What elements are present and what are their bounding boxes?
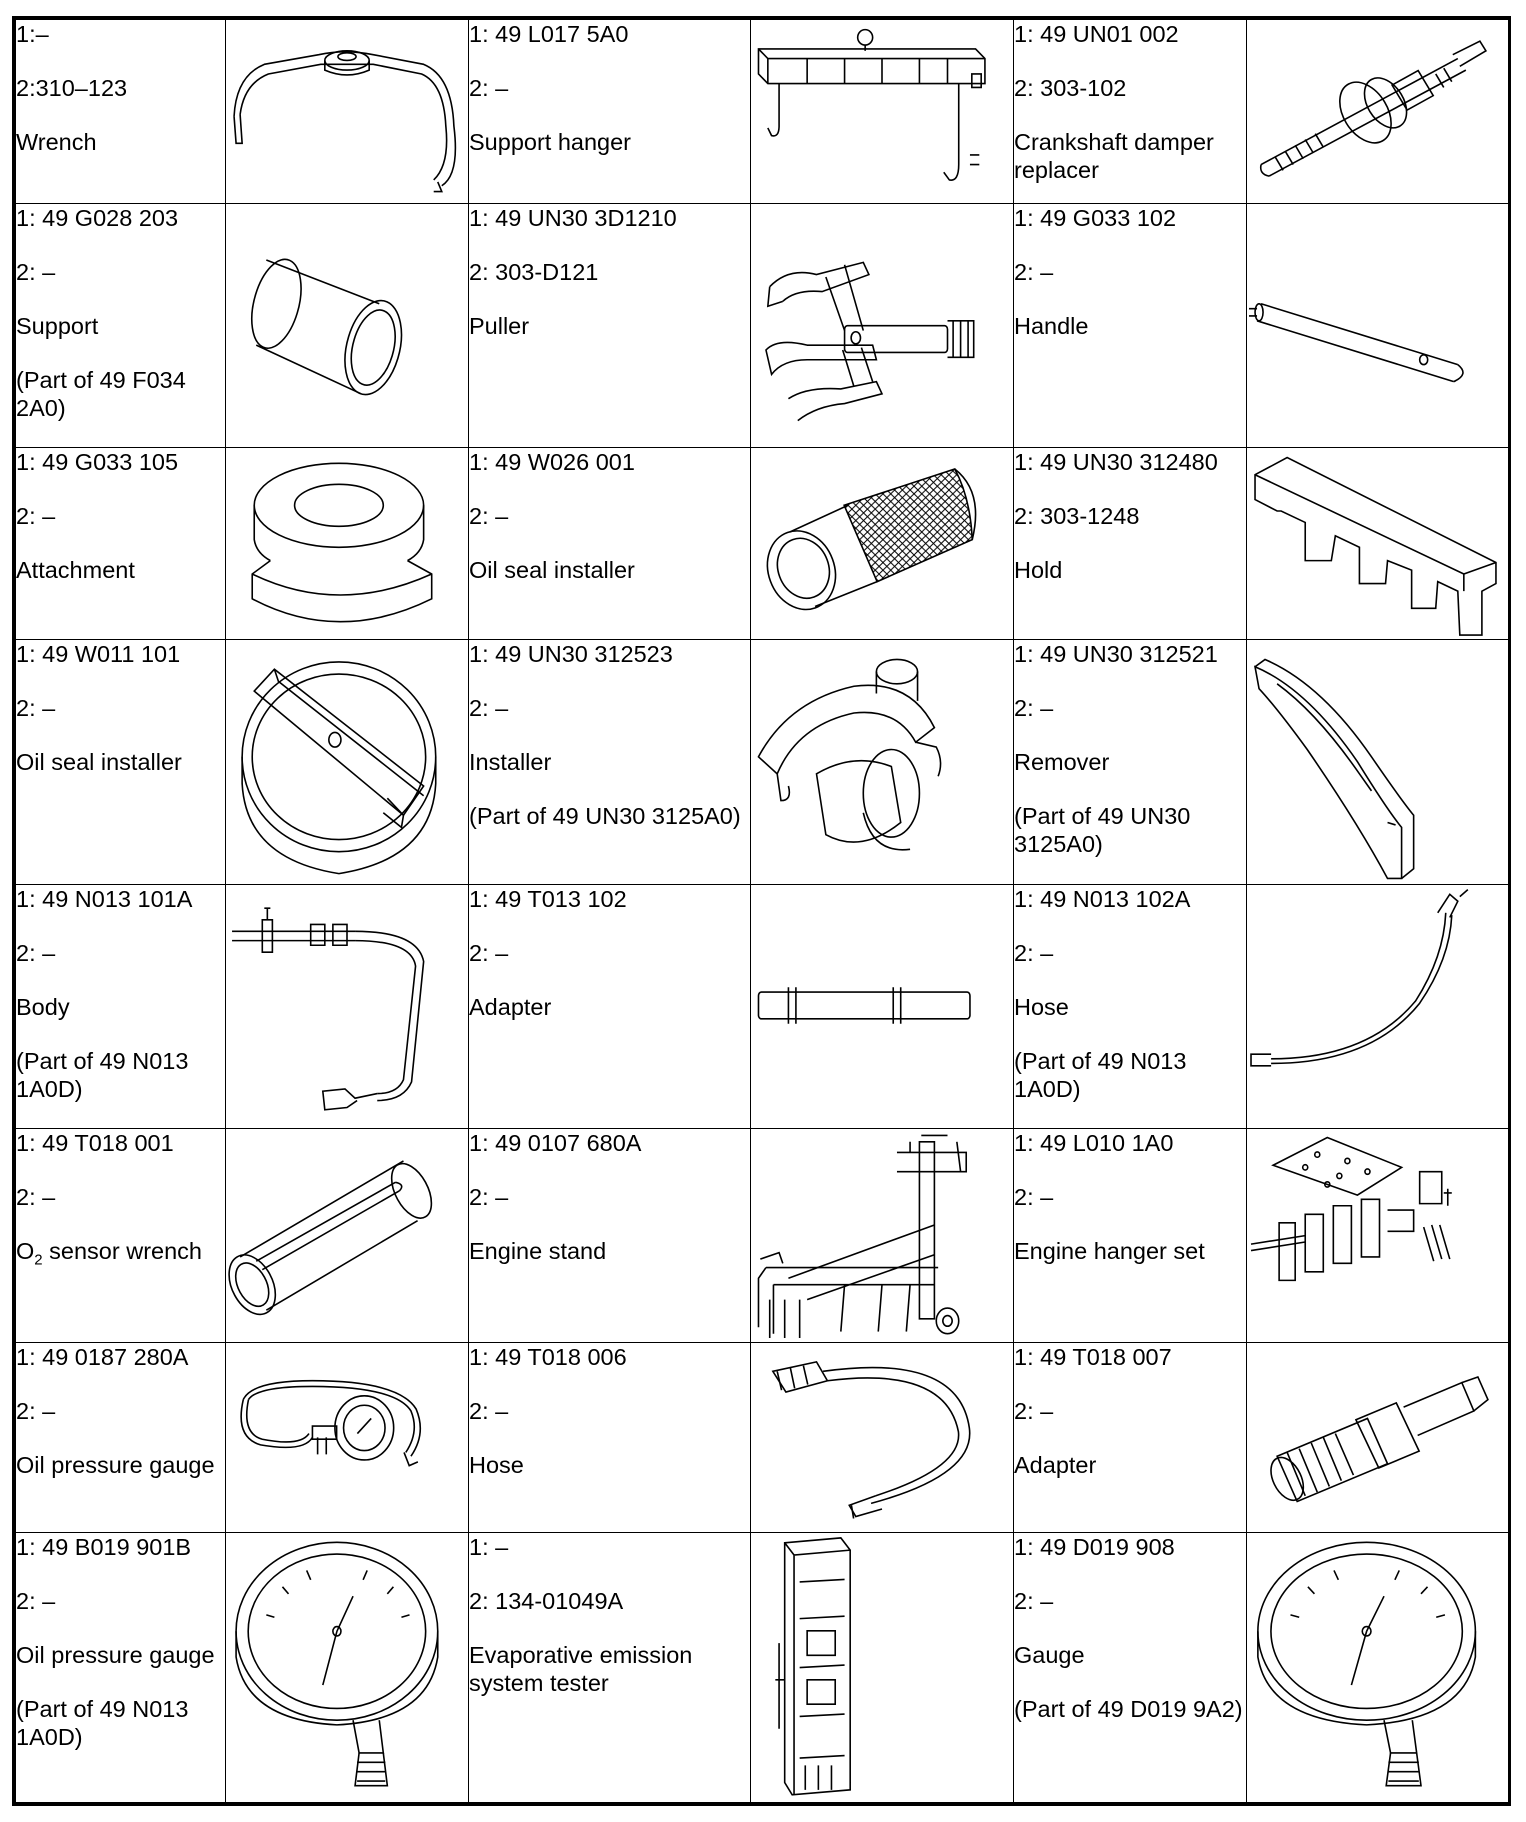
tool-alt-number: 2: – xyxy=(16,1184,56,1211)
tool-info-cell xyxy=(1014,204,1247,448)
support-sleeve-icon xyxy=(226,204,468,447)
threaded-adapter-icon xyxy=(1247,1343,1508,1532)
tool-illustration-cell xyxy=(1247,1129,1509,1343)
adapter-rod-icon xyxy=(751,885,1013,1128)
tool-alt-number: 2: 303-102 xyxy=(1014,75,1127,101)
tool-info-cell xyxy=(16,884,226,1128)
tool-note: (Part of 49 D019 9A2) xyxy=(1014,1695,1243,1722)
tool-illustration-cell xyxy=(751,640,1014,884)
tool-illustration-cell xyxy=(1247,640,1509,884)
tool-name: Hose xyxy=(469,1452,524,1479)
tool-alt-number: 2: – xyxy=(1014,259,1054,286)
tool-info-cell xyxy=(1014,448,1247,640)
tool-alt-number: 2: 134-01049A xyxy=(469,1587,624,1614)
tool-part-number: 1: 49 G033 105 xyxy=(16,449,179,476)
tool-alt-number: 2: – xyxy=(469,695,509,722)
engine-hanger-set-icon xyxy=(1247,1129,1508,1342)
tool-name: Oil pressure gauge xyxy=(16,1452,215,1479)
tool-table-sheet xyxy=(12,16,1511,1806)
tool-part-number: 1:– xyxy=(16,21,49,47)
tool-part-number: 1: 49 UN30 3D1210 xyxy=(469,205,677,232)
tool-alt-number: 2: – xyxy=(16,259,56,286)
tool-info-cell xyxy=(469,640,751,884)
attachment-icon xyxy=(226,448,468,639)
tool-alt-number: 2: – xyxy=(16,695,56,722)
tool-alt-number: 2: 303-D121 xyxy=(469,259,599,286)
o2-sensor-wrench-icon xyxy=(226,1129,468,1342)
tool-alt-number: 2: – xyxy=(1014,1398,1054,1425)
tool-illustration-cell xyxy=(226,20,469,204)
engine-stand-icon xyxy=(751,1129,1013,1342)
tool-info-cell xyxy=(16,204,226,448)
tool-illustration-cell xyxy=(226,1532,469,1802)
tool-alt-number: 2: – xyxy=(16,503,56,530)
tool-part-number: 1: 49 B019 901B xyxy=(16,1533,192,1560)
tool-part-number: 1: 49 G033 102 xyxy=(1014,205,1177,232)
tool-alt-number: 2: – xyxy=(1014,695,1054,722)
tool-note: (Part of 49 N013 1A0D) xyxy=(16,1047,189,1102)
table-row xyxy=(16,640,1509,884)
tool-alt-number: 2: – xyxy=(469,75,509,101)
tool-illustration-cell xyxy=(226,640,469,884)
tool-illustration-cell xyxy=(1247,448,1509,640)
wrench-icon xyxy=(226,20,468,203)
tool-illustration-cell xyxy=(751,1532,1014,1802)
tool-info-cell xyxy=(1014,1129,1247,1343)
tool-illustration-cell xyxy=(751,1343,1014,1533)
tool-name: Crankshaft damper replacer xyxy=(1014,129,1214,183)
tool-illustration-cell xyxy=(226,884,469,1128)
pressure-gauge-icon xyxy=(1247,1533,1508,1802)
tool-info-cell xyxy=(1014,884,1247,1128)
tool-alt-number: 2: – xyxy=(1014,939,1054,966)
tool-alt-number: 2: – xyxy=(16,1398,56,1425)
tool-part-number: 1: 49 D019 908 xyxy=(1014,1533,1175,1560)
tool-alt-number: 2: 303-1248 xyxy=(1014,503,1140,530)
tool-part-number: 1: 49 T018 006 xyxy=(469,1344,627,1371)
oil-seal-installer-disc-icon xyxy=(226,640,468,883)
installer-icon xyxy=(751,640,1013,883)
tool-illustration-cell xyxy=(1247,884,1509,1128)
tool-name: Oil seal installer xyxy=(469,557,635,584)
tool-info-cell xyxy=(1014,1532,1247,1802)
tool-info-cell xyxy=(469,1343,751,1533)
tool-part-number: 1: 49 L010 1A0 xyxy=(1014,1130,1174,1157)
tool-note: (Part of 49 N013 1A0D) xyxy=(1014,1047,1187,1102)
handle-icon xyxy=(1247,204,1508,447)
tool-illustration-cell xyxy=(1247,1343,1509,1533)
tool-illustration-cell xyxy=(751,1129,1014,1343)
tool-name: Adapter xyxy=(1014,1452,1097,1479)
tool-illustration-cell xyxy=(226,204,469,448)
tool-part-number: 1: 49 T018 001 xyxy=(16,1130,174,1157)
tool-name: Puller xyxy=(469,313,530,340)
tool-name: Attachment xyxy=(16,557,135,584)
tool-alt-number: 2: – xyxy=(469,503,509,530)
tool-note: (Part of 49 UN30 3125A0) xyxy=(469,803,741,830)
tool-info-cell xyxy=(469,20,751,204)
tool-name: Remover xyxy=(1014,749,1110,776)
tool-note: (Part of 49 UN30 3125A0) xyxy=(1014,803,1191,858)
tool-name: Engine hanger set xyxy=(1014,1238,1205,1265)
tool-part-number: 1: 49 W026 001 xyxy=(469,449,635,476)
table-row xyxy=(16,1532,1509,1802)
hold-plate-icon xyxy=(1247,448,1508,639)
tool-info-cell xyxy=(16,448,226,640)
hose-icon xyxy=(751,1343,1013,1532)
tool-name: Gauge xyxy=(1014,1641,1085,1668)
tool-info-cell xyxy=(469,1129,751,1343)
tool-info-cell xyxy=(16,1532,226,1802)
tool-info-cell xyxy=(469,204,751,448)
tool-name: Evaporative emission system tester xyxy=(469,1641,693,1696)
tool-name: Installer xyxy=(469,749,552,776)
tool-info-cell xyxy=(16,640,226,884)
tool-part-number: 1: 49 T013 102 xyxy=(469,885,627,912)
tool-name: Handle xyxy=(1014,313,1089,340)
tool-info-cell xyxy=(469,1532,751,1802)
table-row xyxy=(16,204,1509,448)
tool-part-number: 1: 49 0107 680A xyxy=(469,1130,642,1157)
puller-icon xyxy=(751,204,1013,447)
tool-alt-number: 2: – xyxy=(469,1398,509,1425)
tool-part-number: 1: 49 UN30 312521 xyxy=(1014,641,1218,668)
tool-part-number: 1: 49 N013 102A xyxy=(1014,885,1191,912)
tool-part-number: 1: – xyxy=(469,1533,509,1560)
tool-name: Wrench xyxy=(16,129,97,155)
tool-alt-number: 2: – xyxy=(1014,1587,1054,1614)
tool-illustration-cell xyxy=(226,448,469,640)
table-row xyxy=(16,20,1509,204)
body-tube-icon xyxy=(226,885,468,1128)
tool-alt-number: 2: – xyxy=(469,1184,509,1211)
tool-name: Oil seal installer xyxy=(16,749,182,776)
table-row xyxy=(16,1343,1509,1533)
tool-name: Support hanger xyxy=(469,129,632,155)
tool-info-cell xyxy=(1014,1343,1247,1533)
tool-part-number: 1: 49 UN30 312480 xyxy=(1014,449,1218,476)
tool-part-number: 1: 49 T018 007 xyxy=(1014,1344,1172,1371)
tool-part-number: 1: 49 W011 101 xyxy=(16,641,181,668)
tool-name: Body xyxy=(16,993,70,1020)
tool-illustration-cell xyxy=(1247,1532,1509,1802)
oil-seal-installer-knurled-icon xyxy=(751,448,1013,639)
tool-alt-number: 2: – xyxy=(16,939,56,966)
tool-illustration-cell xyxy=(751,884,1014,1128)
tool-name: Support xyxy=(16,313,99,340)
tool-info-cell xyxy=(16,1129,226,1343)
tool-part-number: 1: 49 UN01 002 xyxy=(1014,21,1179,47)
support-hanger-icon xyxy=(751,20,1013,203)
tool-info-cell xyxy=(469,884,751,1128)
tool-name: $O_2$ sensor wrench xyxy=(16,1238,202,1269)
tool-info-cell xyxy=(1014,640,1247,884)
tool-part-number: 1: 49 0187 280A xyxy=(16,1344,189,1371)
tool-illustration-cell xyxy=(226,1129,469,1343)
tool-illustration-cell xyxy=(751,204,1014,448)
tool-part-number: 1: 49 L017 5A0 xyxy=(469,21,629,47)
tool-note: (Part of 49 F034 2A0) xyxy=(16,367,186,422)
tool-name: Adapter xyxy=(469,993,552,1020)
crankshaft-damper-replacer-icon xyxy=(1247,20,1508,203)
remover-icon xyxy=(1247,640,1508,883)
tool-illustration-cell xyxy=(751,448,1014,640)
tool-alt-number: 2:310–123 xyxy=(16,75,128,101)
tool-name: Oil pressure gauge xyxy=(16,1641,215,1668)
table-row xyxy=(16,884,1509,1128)
tool-illustration-cell xyxy=(1247,204,1509,448)
tool-alt-number: 2: – xyxy=(469,939,509,966)
thin-hose-icon xyxy=(1247,885,1508,1128)
tool-name: Hold xyxy=(1014,557,1063,584)
tool-alt-number: 2: – xyxy=(16,1587,56,1614)
tool-illustration-cell xyxy=(751,20,1014,204)
oil-pressure-gauge-set-icon xyxy=(226,1343,468,1532)
table-row xyxy=(16,448,1509,640)
pressure-gauge-icon xyxy=(226,1533,468,1802)
tool-info-cell xyxy=(469,448,751,640)
table-row xyxy=(16,1129,1509,1343)
tool-name: Hose xyxy=(1014,993,1069,1020)
tool-info-cell xyxy=(16,1343,226,1533)
tool-illustration-cell xyxy=(1247,20,1509,204)
tool-illustration-cell xyxy=(226,1343,469,1533)
tool-part-number: 1: 49 N013 101A xyxy=(16,885,193,912)
tool-note: (Part of 49 N013 1A0D) xyxy=(16,1695,189,1750)
special-tools-table xyxy=(15,19,1509,1803)
tool-info-cell xyxy=(1014,20,1247,204)
tool-part-number: 1: 49 G028 203 xyxy=(16,205,179,232)
tool-alt-number: 2: – xyxy=(1014,1184,1054,1211)
tool-part-number: 1: 49 UN30 312523 xyxy=(469,641,673,668)
tool-name: Engine stand xyxy=(469,1238,607,1265)
evap-emission-tester-icon xyxy=(751,1533,1013,1802)
tool-info-cell xyxy=(16,20,226,204)
